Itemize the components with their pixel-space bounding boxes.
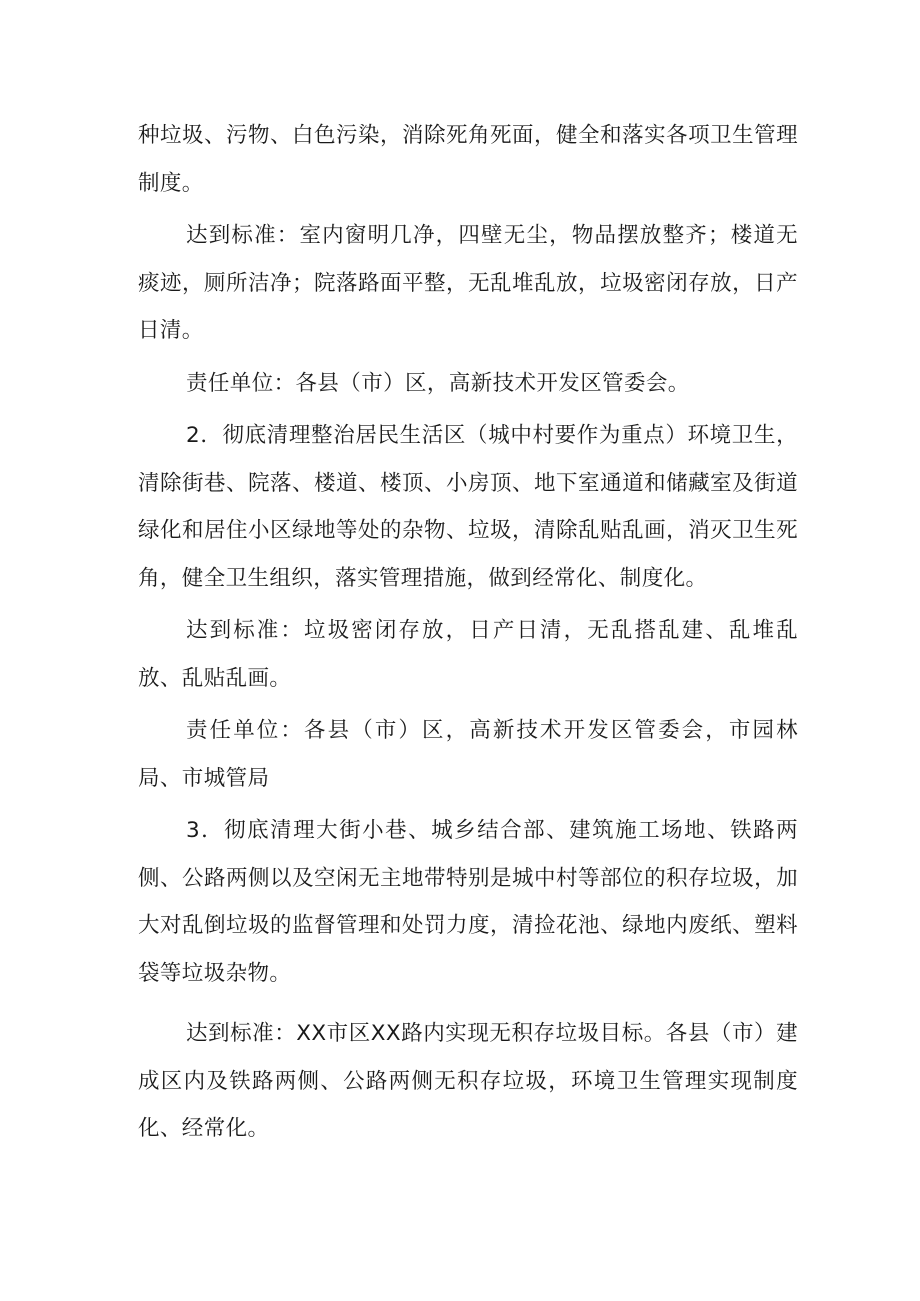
paragraph-item-3: 3．彻底清理大街小巷、城乡结合部、建筑施工场地、铁路两侧、公路两侧以及空闲无主地带特别是城中村等部位的积存垃圾，加大对乱倒垃圾的监督管理和处罚力度，清捡花池、绿地内废纸、塑料袋等垃圾杂物。 (138, 818, 798, 986)
paragraph-item-2: 2．彻底清理整治居民生活区（城中村要作为重点）环境卫生，清除街巷、院落、楼道、楼顶、小房顶、地下室通道和储藏室及街道绿化和居住小区绿地等处的杂物、垃圾，清除乱贴乱画，消灭卫生死角，健全卫生组织，落实管理措施，做到经常化、制度化。 (138, 423, 798, 591)
paragraph-standard-3: 达到标准：XX市区XX路内实现无积存垃圾目标。各县（市）建成区内及铁路两侧、公路两侧无积存垃圾，环境卫生管理实现制度化、经常化。 (138, 1021, 798, 1141)
paragraph-continuation: 种垃圾、污物、白色污染，消除死角死面，健全和落实各项卫生管理制度。 (138, 123, 798, 196)
document-body (138, 112, 798, 1153)
paragraph-standard-1: 达到标准：室内窗明几净，四壁无尘，物品摆放整齐；楼道无痰迹，厕所洁净；院落路面平整，无乱堆乱放，垃圾密闭存放，日产日清。 (138, 223, 798, 343)
paragraph-standard-2: 达到标准：垃圾密闭存放，日产日清，无乱搭乱建、乱堆乱放、乱贴乱画。 (138, 618, 798, 691)
paragraph-responsibility-1: 责任单位：各县（市）区，高新技术开发区管委会。 (186, 370, 690, 396)
paragraph-responsibility-2: 责任单位：各县（市）区，高新技术开发区管委会，市园林局、市城管局 (138, 718, 798, 791)
